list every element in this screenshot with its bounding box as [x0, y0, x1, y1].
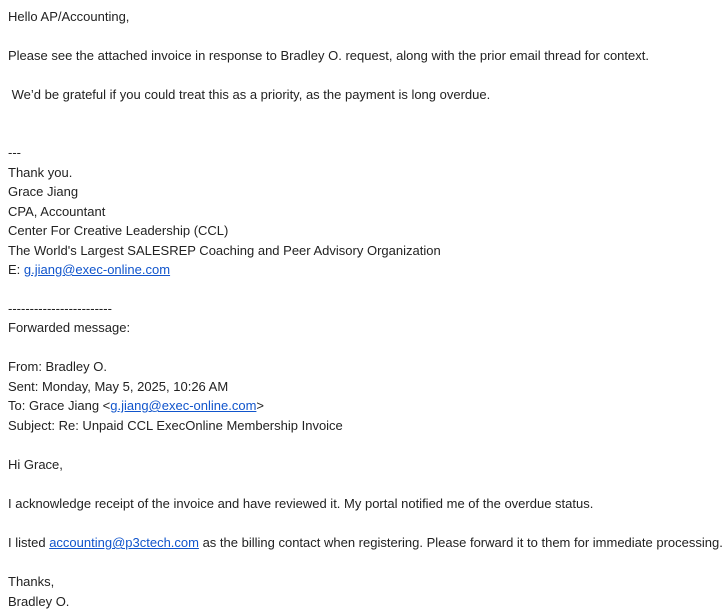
signature-organization: Center For Creative Leadership (CCL) [8, 223, 229, 238]
forwarded-greeting: Hi Grace, [8, 457, 63, 472]
forwarded-from: From: Bradley O. [8, 359, 107, 374]
forwarded-body-line: I acknowledge receipt of the invoice and have reviewed it. My portal notified me of the overdue status. [8, 496, 594, 511]
forwarded-heading: Forwarded message: [8, 320, 131, 335]
forwarded-separator: ------------------------ [8, 301, 112, 316]
signature-email-link[interactable]: g.jiang@exec-online.com [23, 262, 171, 277]
signature-title: CPA, Accountant [8, 204, 106, 219]
forwarded-body-suffix: as the billing contact when registering. Please forward it to them for immediate processing. [198, 535, 723, 550]
forwarded-body-line [8, 535, 723, 551]
email-body-line: We’d be grateful if you could treat this as a priority, as the payment is long overdue. [8, 87, 491, 102]
signature-thanks: Thank you. [8, 165, 73, 180]
signature-email-line [8, 262, 170, 278]
signature-email-prefix: E: [8, 262, 24, 277]
billing-contact-email-link[interactable]: accounting@p3ctech.com [49, 535, 199, 550]
forwarded-subject: Subject: Re: Unpaid CCL ExecOnline Membership Invoice [8, 418, 343, 433]
signature-separator: --- [8, 145, 21, 160]
forwarded-signoff: Bradley O. [8, 594, 70, 609]
signature-tagline: The World's Largest SALESREP Coaching and Peer Advisory Organization [8, 243, 441, 258]
forwarded-to-suffix: > [256, 398, 265, 413]
forwarded-to [8, 398, 264, 414]
forwarded-body-prefix: I listed [8, 535, 50, 550]
forwarded-to-prefix: To: Grace Jiang < [8, 398, 111, 413]
forwarded-closing: Thanks, [8, 574, 55, 589]
forwarded-sent: Sent: Monday, May 5, 2025, 10:26 AM [8, 379, 229, 394]
signature-name: Grace Jiang [8, 184, 79, 199]
forwarded-to-email-link[interactable]: g.jiang@exec-online.com [110, 398, 257, 413]
email-body-line: Please see the attached invoice in response to Bradley O. request, along with the prior email thread for context. [8, 48, 649, 63]
email-greeting: Hello AP/Accounting, [8, 9, 130, 24]
